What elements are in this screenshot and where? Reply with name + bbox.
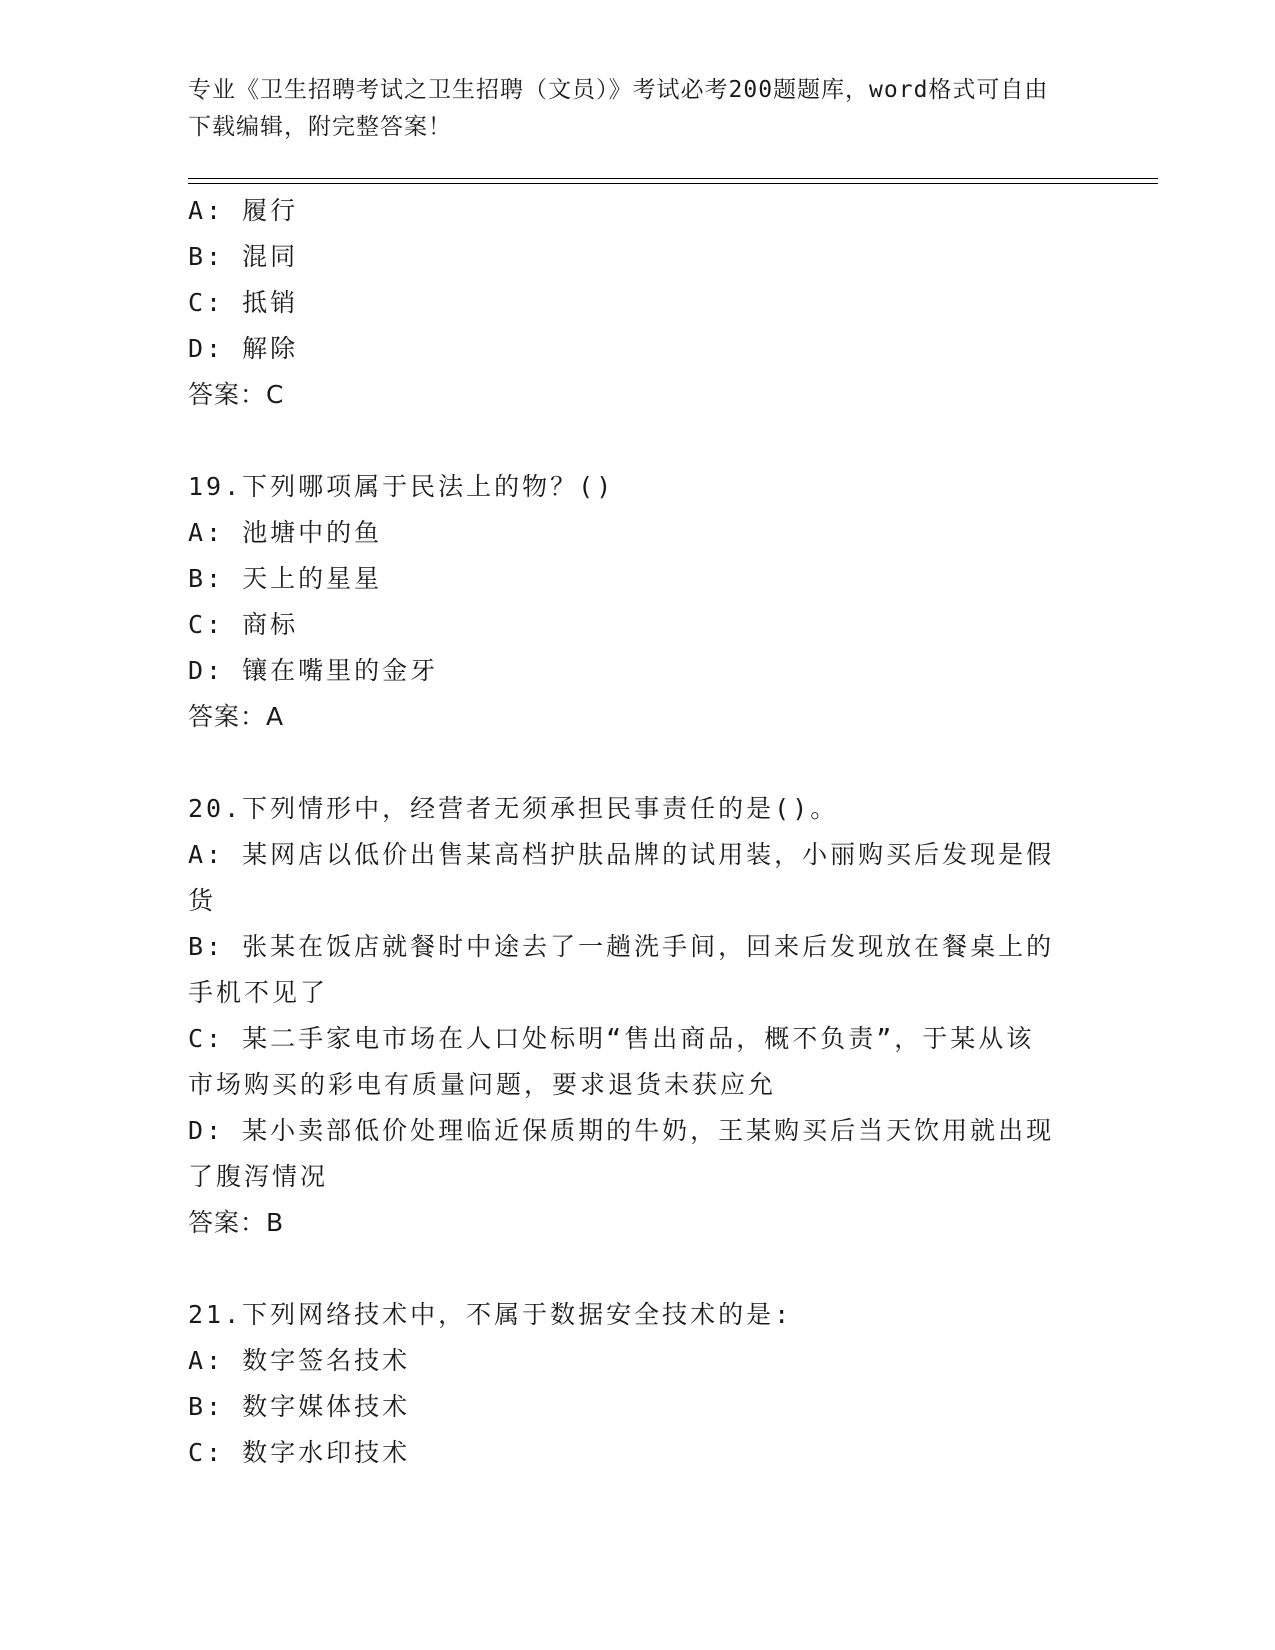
option-b: B: 混同 (188, 242, 299, 271)
question-21-block (188, 1292, 1088, 1476)
option-c: C: 数字水印技术 (188, 1438, 411, 1467)
option-b: B: 数字媒体技术 (188, 1392, 411, 1421)
question-20-block (188, 786, 1088, 1246)
option-d: D: 某小卖部低价处理临近保质期的牛奶，王某购买后当天饮用就出现 (188, 1116, 1055, 1145)
option-a-continued: 货 (188, 886, 217, 915)
spacer (188, 740, 1088, 786)
question-19-block (188, 464, 1088, 740)
answer: 答案：A (188, 702, 285, 731)
answer: 答案：C (188, 380, 285, 409)
document-header: 专业《卫生招聘考试之卫生招聘（文员）》考试必考200题题库，word格式可自由下载编辑，附完整答案！ (188, 77, 1049, 140)
option-a: A: 数字签名技术 (188, 1346, 411, 1375)
question-18-block (188, 188, 1088, 418)
answer: 答案：B (188, 1208, 285, 1237)
option-b: B: 张某在饭店就餐时中途去了一趟洗手间，回来后发现放在餐桌上的 (188, 932, 1055, 961)
question-text: 19.下列哪项属于民法上的物？() (188, 472, 615, 501)
option-a: A: 履行 (188, 196, 299, 225)
question-text: 20.下列情形中，经营者无须承担民事责任的是()。 (188, 794, 839, 823)
option-a: A: 某网店以低价出售某高档护肤品牌的试用装，小丽购买后发现是假 (188, 840, 1055, 869)
question-text: 21.下列网络技术中，不属于数据安全技术的是: (188, 1300, 793, 1329)
spacer (188, 418, 1088, 464)
option-d-continued: 了腹泻情况 (188, 1162, 329, 1191)
option-b: B: 天上的星星 (188, 564, 383, 593)
header-divider (188, 178, 1158, 184)
option-b-continued: 手机不见了 (188, 978, 329, 1007)
option-d: D: 解除 (188, 334, 299, 363)
option-c: C: 抵销 (188, 288, 299, 317)
option-c: C: 商标 (188, 610, 299, 639)
option-a: A: 池塘中的鱼 (188, 518, 383, 547)
question-list (188, 188, 1088, 1476)
spacer (188, 1246, 1088, 1292)
option-c: C: 某二手家电市场在人口处标明“售出商品，概不负责”，于某从该 (188, 1024, 1035, 1053)
option-d: D: 镶在嘴里的金牙 (188, 656, 439, 685)
option-c-continued: 市场购买的彩电有质量问题，要求退货未获应允 (188, 1070, 777, 1099)
